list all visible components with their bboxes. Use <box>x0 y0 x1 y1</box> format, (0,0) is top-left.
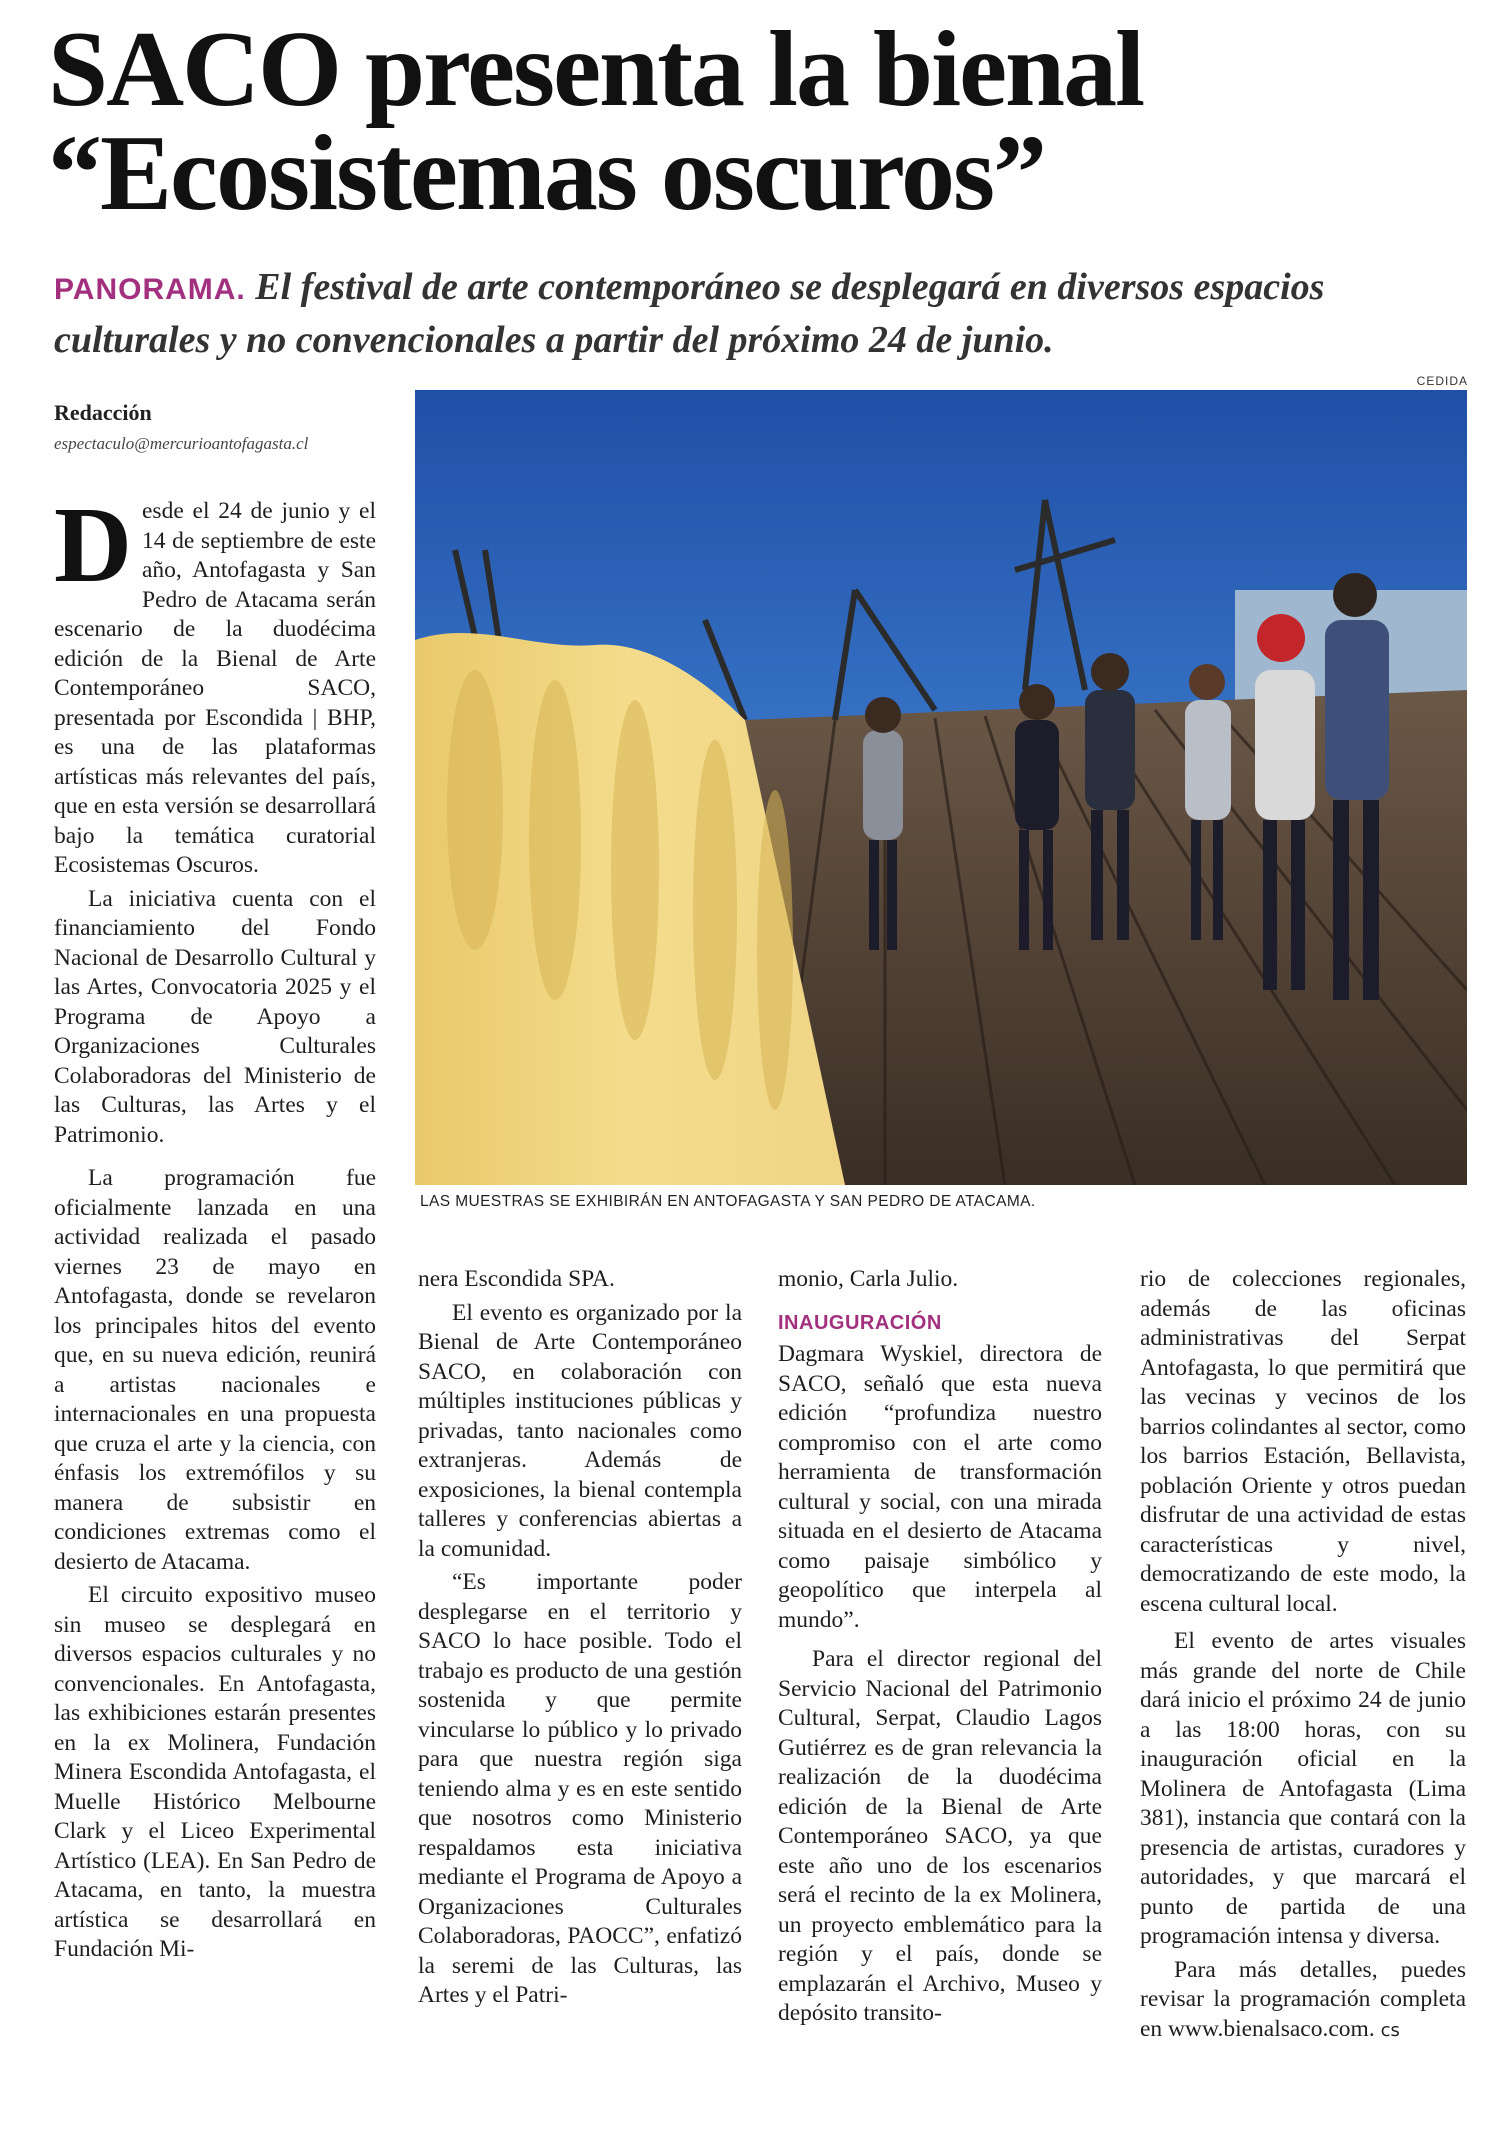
paragraph-1-text: esde el 24 de junio y el 14 de septiembre de este año, Antofagasta y San Pedro de Atacama serán escenario de la duodécima edición de la Bienal de Arte Contemporáneo SACO, presentada por Escondida | BHP, es una de las plataformas artísticas más relevantes del país, que en esta versión se desarrollará bajo la temática curatorial Ecosistemas Oscuros. <box>54 498 376 878</box>
headline-line-1: SACO presenta la bienal <box>48 10 1144 129</box>
byline-email: espectaculo@mercurioantofagasta.cl <box>54 434 309 453</box>
deck-kicker: PANORAMA. <box>54 273 246 306</box>
paragraph-1 <box>54 486 376 881</box>
photo-caption: LAS MUESTRAS SE EXHIBIRÁN EN ANTOFAGASTA Y SAN PEDRO DE ATACAMA. <box>420 1193 1036 1210</box>
paragraph-7: Dagmara Wyskiel, directora de SACO, señaló que esta nueva edición “profundiza nuestro compromiso con el arte como herramienta de transformación cultural y social, con una mirada situada en el desierto de Atacama como paisaje simbólico y geopolítico que interpela al mundo”. <box>778 1341 1102 1633</box>
paragraph-2: La iniciativa cuenta con el financiamiento del Fondo Nacional de Desarrollo Cultural y las Artes, Convocatoria 2025 y el Programa de Apoyo a Organizaciones Culturales Colaboradoras del Ministerio de las Culturas, las Artes y el Patrimonio. <box>54 885 376 1148</box>
column-1 <box>54 486 376 1965</box>
paragraph-5: El evento es organizado por la Bienal de Arte Contemporáneo SACO, en colaboración con múltiples instituciones públicas y privadas, tanto nacionales como extranjeras. Además de exposiciones, la bienal contempla talleres y conferencias abiertas a la comunidad. <box>418 1299 742 1562</box>
column-4 <box>1140 1265 1466 2045</box>
article-photo <box>415 390 1467 1185</box>
paragraph-8-continued: rio de colecciones regionales, además de las oficinas administrativas del Serpat Antofagasta, lo que permitirá que las vecinas y vecinos de los barrios colindantes al sector, como los barrios Estación, Bellavista, población Oriente y otros puedan disfrutar de una actividad de estas características y nivel, democratizando de este modo, la escena cultural local. <box>1140 1266 1466 1617</box>
end-mark-icon: cs <box>1380 2019 1400 2041</box>
column-2 <box>418 1265 742 2011</box>
paragraph-10 <box>1140 1956 1466 2046</box>
deck <box>54 262 1454 365</box>
paragraph-6: “Es importante poder desplegarse en el territorio y SACO lo hace posible. Todo el trabajo es producto de una gestión sostenida y que permite vincularse lo público y lo privado para que nuestra región siga teniendo alma y es en este sentido que nosotros como Ministerio respaldamos esta iniciativa mediante el Programa de Apoyo a Organizaciones Culturales Colaboradoras, PAOCC”, enfatizó la seremi de las Culturas, las Artes y el Patri- <box>418 1569 742 2008</box>
headline-line-2: “Ecosistemas oscuros” <box>48 114 1045 233</box>
deck-text: El festival de arte contemporáneo se desplegará en diversos espacios culturales y no convencionales a partir del próximo 24 de junio. <box>54 266 1325 361</box>
column-3 <box>778 1265 1102 2029</box>
paragraph-4: El circuito expositivo museo sin museo se desplegará en diversos espacios culturales y no convencionales. En Antofagasta, las exhibiciones estarán presentes en la ex Molinera, Fundación Minera Escondida Antofagasta, el Muelle Histórico Melbourne Clark y el Liceo Experimental Artístico (LEA). En San Pedro de Atacama, en tanto, la muestra artística se desarrollará en Fundación Mi- <box>54 1582 376 1962</box>
paragraph-4-continued: nera Escondida SPA. <box>418 1266 615 1292</box>
paragraph-6-continued: monio, Carla Julio. <box>778 1266 959 1292</box>
paragraph-9: El evento de artes visuales más grande del norte de Chile dará inicio el próximo 24 de junio a las 18:00 horas, con su inauguración oficial en la Molinera de Antofagasta (Lima 381), instancia que contará con la presencia de artistas, curadores y autoridades, y que marcará el punto de partida de una programación intensa y diversa. <box>1140 1628 1466 1949</box>
byline-author: Redacción <box>54 400 152 425</box>
paragraph-10-text: Para más detalles, puedes revisar la programación completa en www.bienalsaco.com. <box>1140 1956 1466 2042</box>
section-subhead-inauguracion: INAUGURACIÓN <box>778 1311 942 1334</box>
photo-credit: CEDIDA <box>1416 374 1468 388</box>
pier-scene-illustration <box>415 390 1467 1185</box>
drop-cap: D <box>54 486 132 605</box>
paragraph-8: Para el director regional del Servicio Nacional del Patrimonio Cultural, Serpat, Claudio Lagos Gutiérrez es de gran relevancia la realización de la duodécima edición de la Bienal de Arte Contemporáneo SACO, ya que este año uno de los escenarios será el recinto de la ex Molinera, un proyecto emblemático para la región y el país, donde se emplazarán el Archivo, Museo y depósito transito- <box>778 1646 1102 2026</box>
headline <box>48 10 1448 233</box>
paragraph-3: La programación fue oficialmente lanzada en una actividad realizada el pasado viernes 23 de mayo en Antofagasta, donde se revelaron los principales hitos del evento que, en su nueva edición, reunirá a artistas nacionales e internacionales en una propuesta que cruza el arte y la ciencia, con énfasis los extremófilos y su manera de subsistir en condiciones extremas como el desierto de Atacama. <box>54 1165 376 1575</box>
